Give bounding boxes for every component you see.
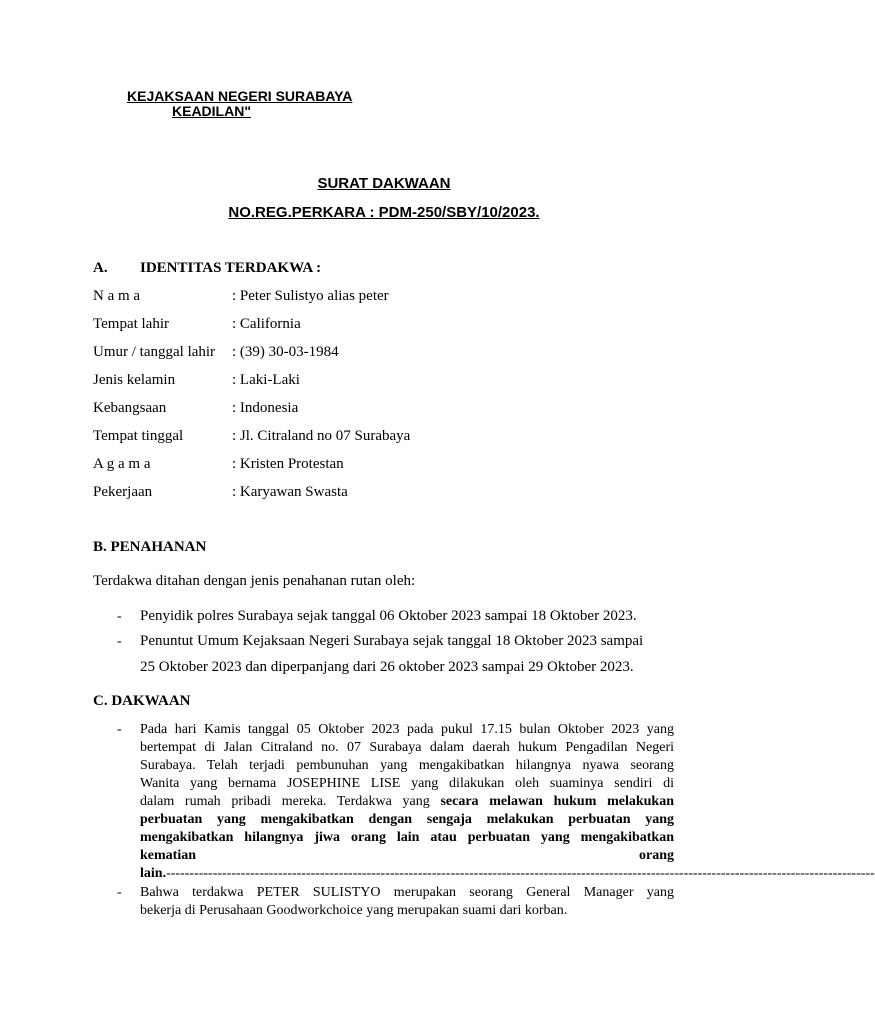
charge-line-mixed (140, 793, 674, 811)
identity-value: : Peter Sulistyo alias peter (232, 288, 389, 304)
identity-row-gender (93, 372, 300, 389)
charge-line-bold: kematian orang (140, 848, 674, 863)
charge-paragraph-1 (140, 721, 875, 883)
charge-paragraph-2 (140, 884, 674, 920)
charge-line: Pada hari Kamis tanggal 05 Oktober 2023 pada pukul 17.15 bulan Oktober 2023 yang (140, 722, 674, 737)
identity-row-age (93, 344, 339, 361)
identity-label: Jenis kelamin (93, 372, 176, 388)
charge-line: bekerja di Perusahaan Goodworkchoice yang merupakan suami dari korban. (140, 903, 568, 918)
identity-label: N a m a (93, 288, 141, 304)
registration-number: NO.REG.PERKARA : PDM-250/SBY/10/2023. (228, 204, 540, 221)
identity-row-nationality (93, 400, 298, 417)
charge-line-end (140, 865, 875, 883)
section-b-heading: B. PENAHANAN (93, 539, 207, 555)
identity-label: A g a m a (93, 456, 151, 472)
bullet-dash: - (117, 885, 122, 900)
detention-item-2-line-1: Penuntut Umum Kejaksaan Negeri Surabaya sejak tanggal 18 Oktober 2023 sampai (140, 633, 644, 649)
identity-label: Tempat lahir (93, 316, 170, 332)
charge-text-bold: lain. (140, 866, 167, 881)
detention-item-2-line-2: 25 Oktober 2023 dan diperpanjang dari 26 oktober 2023 sampai 29 Oktober 2023. (140, 659, 634, 675)
charge-text: dalam rumah pribadi mereka. Terdakwa yang (140, 794, 441, 809)
bullet-dash: - (117, 634, 122, 649)
identity-value: : Kristen Protestan (232, 456, 344, 472)
identity-value: : California (232, 316, 301, 332)
identity-label: Umur / tanggal lahir (93, 344, 216, 360)
section-a-letter: A. (93, 260, 108, 276)
identity-row-residence (93, 428, 410, 445)
section-a-heading: IDENTITAS TERDAKWA : (140, 260, 322, 276)
identity-row-birthplace (93, 316, 301, 333)
charge-line: Bahwa terdakwa PETER SULISTYO merupakan seorang General Manager yang (140, 885, 674, 900)
identity-label: Kebangsaan (93, 400, 167, 416)
charge-line-bold: mengakibatkan hilangnya jiwa orang lain atau perbuatan yang mengakibatkan (140, 830, 674, 845)
charge-line: bertempat di Jalan Citraland no. 07 Surabaya dalam daerah hukum Pengadilan Negeri (140, 740, 674, 755)
identity-value: : (39) 30-03-1984 (232, 344, 339, 360)
institution-name: KEJAKSAAN NEGERI SURABAYA (127, 88, 353, 104)
detention-item-1: Penyidik polres Surabaya sejak tanggal 06 Oktober 2023 sampai 18 Oktober 2023. (140, 608, 637, 624)
charge-line: Surabaya. Telah terjadi pembunuhan yang mengakibatkan hilangnya nyawa seorang (140, 758, 674, 773)
charge-line: Wanita yang bernama JOSEPHINE LISE yang dilakukan oleh suaminya sendiri di (140, 776, 674, 791)
identity-row-religion (93, 456, 344, 473)
identity-value: : Karyawan Swasta (232, 484, 348, 500)
identity-value: : Jl. Citraland no 07 Surabaya (232, 428, 411, 444)
section-c-heading: C. DAKWAAN (93, 693, 191, 709)
charge-text-bold: secara melawan hukum melakukan (440, 794, 674, 809)
identity-label: Tempat tinggal (93, 428, 184, 444)
detention-intro: Terdakwa ditahan dengan jenis penahanan rutan oleh: (93, 573, 416, 589)
charge-line-bold: perbuatan yang mengakibatkan dengan sengaja melakukan perbuatan yang (140, 812, 674, 827)
bullet-dash: - (117, 609, 122, 624)
identity-row-occupation (93, 484, 348, 501)
identity-value: : Indonesia (232, 400, 299, 416)
document-title: SURAT DAKWAAN (317, 175, 451, 192)
institution-motto: KEADILAN" (172, 103, 251, 119)
identity-row-name (93, 288, 389, 305)
bullet-dash: - (117, 722, 122, 737)
identity-label: Pekerjaan (93, 484, 153, 500)
identity-value: : Laki-Laki (232, 372, 300, 388)
filler-dashes: -------------------------------------------------------------------------------------------------------------------------------------------------------- (166, 866, 875, 881)
